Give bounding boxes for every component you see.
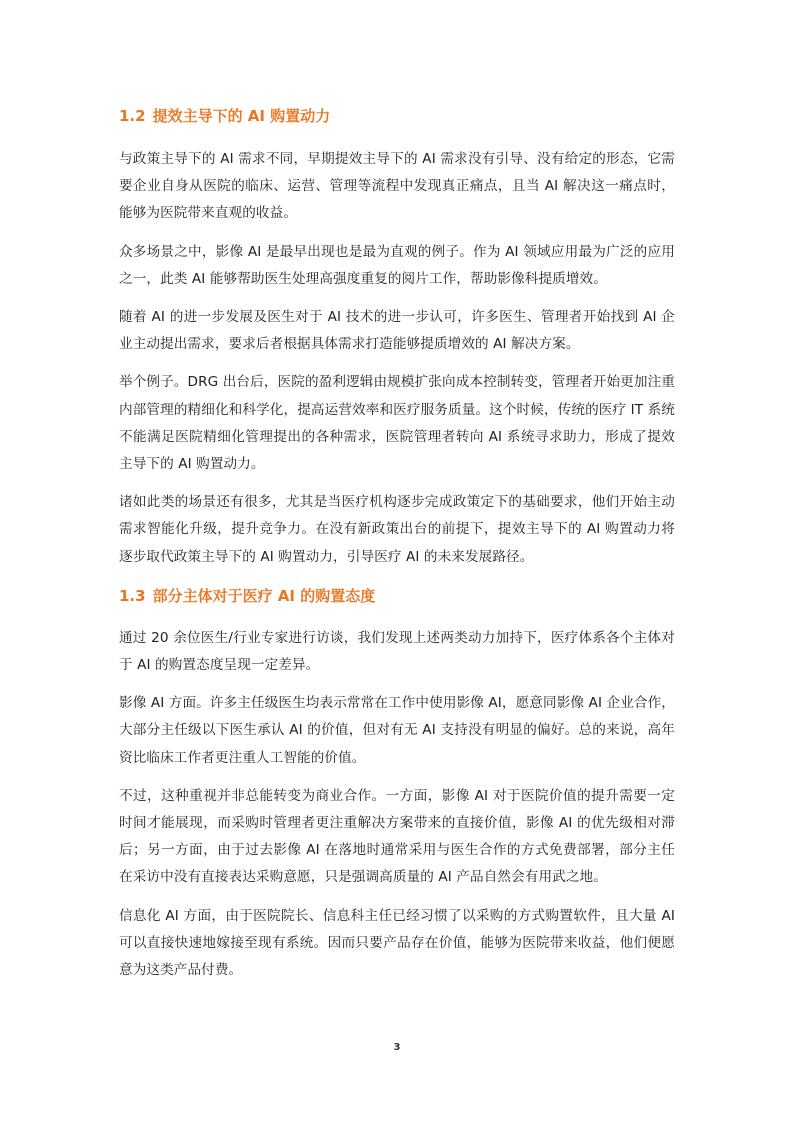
paragraph: 影像 AI 方面。许多主任级医生均表示常常在工作中使用影像 AI，愿意同影像 AI 企业合作，大部分主任级以下医生承认 AI 的价值，但对有无 AI 支持没有明显的偏好。总的来说，高年资比临床工作者更注重人工智能的价值。 bbox=[119, 695, 675, 766]
paragraph: 信息化 AI 方面，由于医院院长、信息科主任已经习惯了以采购的方式购置软件，且大量 AI 可以直接快速地嫁接至现有系统。因而只要产品存在价值，能够为医院带来收益，他们便愿意为这类产品付费。 bbox=[119, 907, 675, 979]
page-content bbox=[119, 103, 675, 995]
section-heading-1-2 bbox=[119, 103, 675, 129]
section-title: 部分主体对于医疗 AI 的购置态度 bbox=[152, 586, 376, 605]
paragraph: 与政策主导下的 AI 需求不同，早期提效主导下的 AI 需求没有引导、没有给定的形态，它需要企业自身从医院的临床、运营、管理等流程中发现真正痛点，且当 AI 解决这一痛点时，能够为医院带来直观的收益。 bbox=[119, 151, 675, 222]
paragraph: 不过，这种重视并非总能转变为商业合作。一方面，影像 AI 对于医院价值的提升需要一定时间才能展现，而采购时管理者更注重解决方案带来的直接价值，影像 AI 的优先级相对滞后；另一方面，由于过去影像 AI 在落地时通常采用与医生合作的方式免费部署，部分主任在采访中没有直接表达采购意愿，只是强调高质量的 AI 产品自然会有用武之地。 bbox=[119, 787, 675, 886]
paragraph: 众多场景之中，影像 AI 是最早出现也是最为直观的例子。作为 AI 领域应用最为广泛的应用之一，此类 AI 能够帮助医生处理高强度重复的阅片工作，帮助影像科提质增效。 bbox=[119, 243, 675, 287]
paragraph: 举个例子。DRG 出台后，医院的盈利逻辑由规模扩张向成本控制转变，管理者开始更加注重内部管理的精细化和科学化，提高运营效率和医疗服务质量。这个时候，传统的医疗 IT 系统不能满足医院精细化管理提出的各种需求，医院管理者转向 AI 系统寻求助力，形成了提效主导下的 AI 购置动力。 bbox=[119, 374, 675, 473]
section-number: 1.2 bbox=[119, 107, 146, 125]
section-number: 1.3 bbox=[119, 586, 146, 605]
paragraph: 通过 20 余位医生/行业专家进行访谈，我们发现上述两类动力加持下，医疗体系各个主体对于 AI 的购置态度呈现一定差异。 bbox=[119, 629, 675, 674]
section-heading-1-3 bbox=[119, 583, 675, 609]
section-title: 提效主导下的 AI 购置动力 bbox=[152, 107, 331, 125]
paragraph: 随着 AI 的进一步发展及医生对于 AI 技术的进一步认可，许多医生、管理者开始找到 AI 企业主动提出需求，要求后者根据具体需求打造能够提质增效的 AI 解决方案。 bbox=[119, 309, 675, 353]
paragraph: 诸如此类的场景还有很多，尤其是当医疗机构逐步完成政策定下的基础要求，他们开始主动需求智能化升级，提升竞争力。在没有新政策出台的前提下，提效主导下的 AI 购置动力将逐步取代政策主导下的 AI 购置动力，引导医疗 AI 的未来发展路径。 bbox=[119, 494, 675, 565]
page-number: 3 bbox=[393, 1042, 401, 1053]
